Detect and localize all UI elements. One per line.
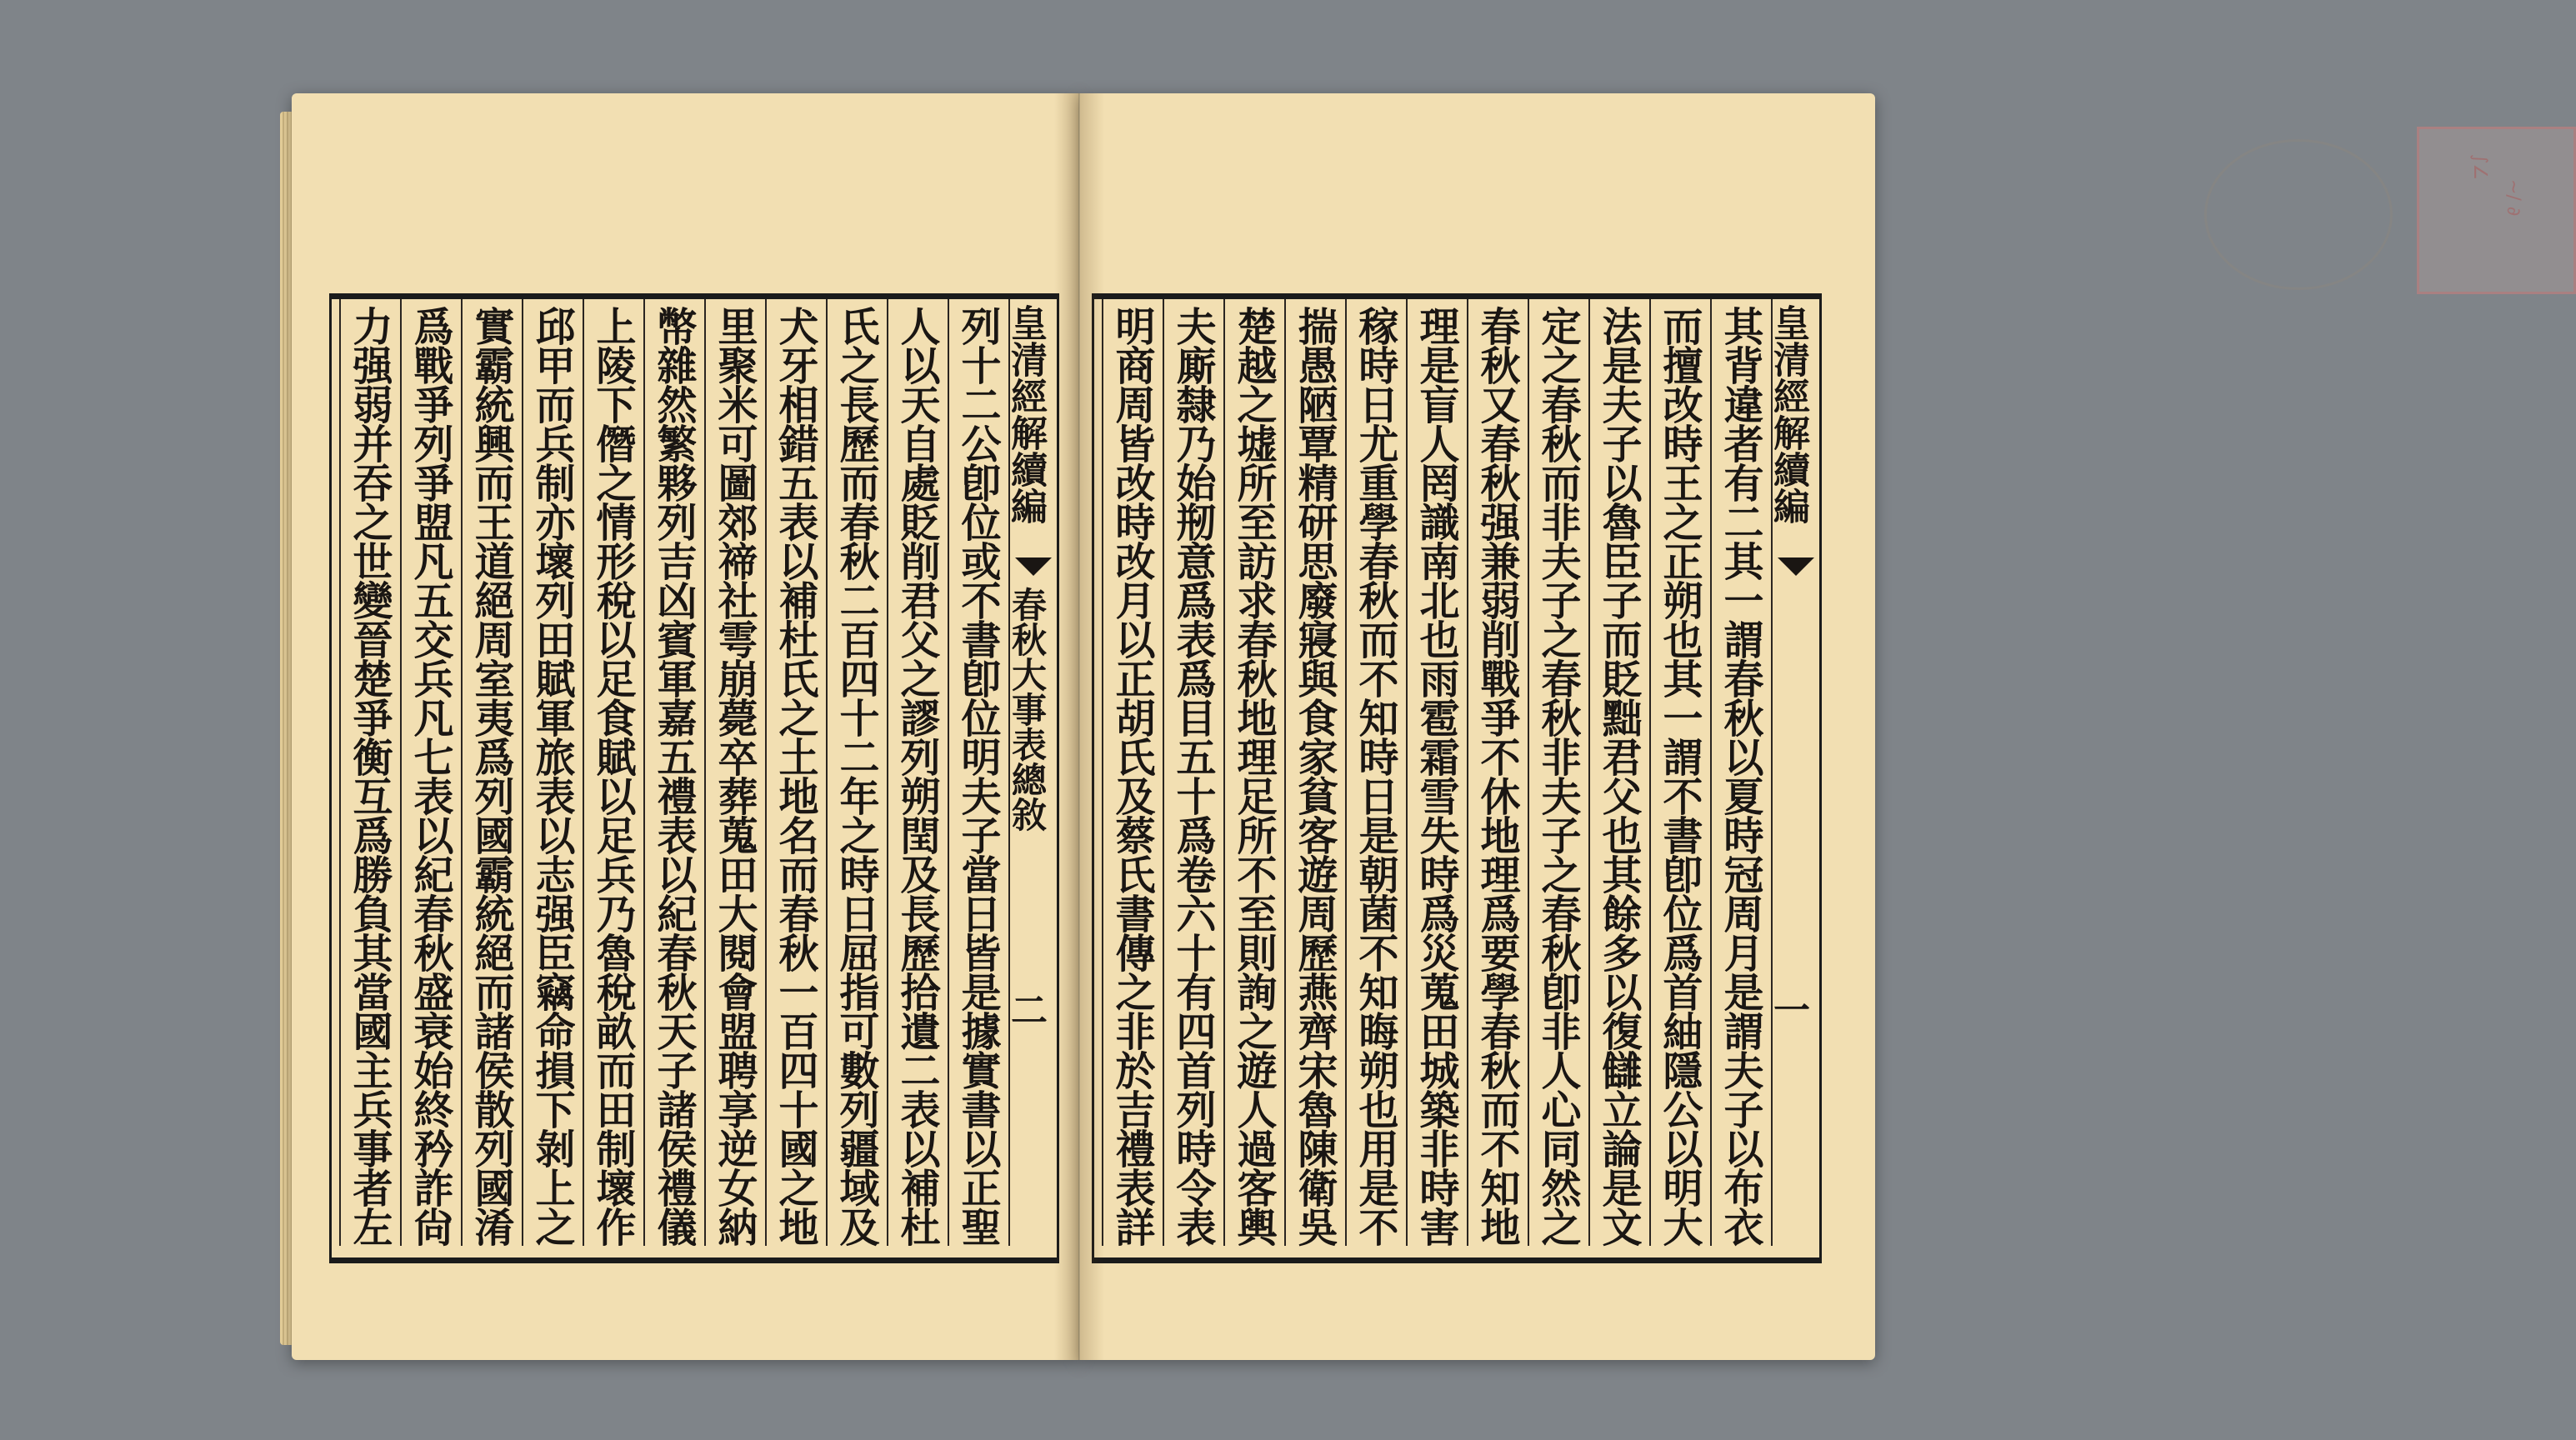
banxin-page-number: 二: [1004, 991, 1047, 1028]
column-rule: [522, 299, 523, 1246]
text-column: 明商周皆改時改月以正胡氏及蔡氏書傳之非於吉禮表詳: [1108, 306, 1155, 1246]
column-rule: [583, 299, 584, 1246]
column-rule: [1588, 299, 1590, 1246]
text-column: 法是夫子以魯臣子而貶黜君父也其餘多以復讎立論是文: [1595, 306, 1642, 1246]
column-rule: [339, 299, 341, 1246]
text-column: 爲戰爭列爭盟凡五交兵凡七表以紀春秋盛衰始終矜詐尙: [407, 306, 453, 1246]
column-rule: [1406, 299, 1408, 1246]
text-column: 實霸統興而王道絕周室夷爲列國霸統絕而諸侯散列國淆: [468, 306, 514, 1246]
left-text-frame: [329, 293, 1059, 1263]
column-rule: [765, 299, 767, 1246]
seal-mark: ∫∠: [2469, 154, 2490, 181]
text-column: 理是盲人罔識南北也雨雹霜雪失時爲災蒐田城築非時害: [1413, 306, 1459, 1246]
seal-mark: ~/ ∂: [2503, 179, 2523, 217]
column-rule: [704, 299, 706, 1246]
column-rule: [1163, 299, 1164, 1246]
column-rule: [1528, 299, 1529, 1246]
text-column: 里聚米可圖郊禘社雩崩薨卒葬蒐田大閱會盟聘享逆女納: [711, 306, 758, 1246]
column-rule: [1649, 299, 1651, 1246]
text-column: 其背違者有二其一謂春秋以夏時冠周月是謂夫子以布衣: [1717, 306, 1763, 1246]
banxin-page-number: 一: [1767, 991, 1809, 1028]
text-column: 幣雜然繁夥列吉凶賓軍嘉五禮表以紀春秋天子諸侯禮儀: [650, 306, 697, 1246]
open-book: [292, 93, 2523, 1360]
banxin-title: 皇清經解續編: [1767, 304, 1809, 524]
fishtail-mark: [1015, 558, 1052, 576]
banxin-title: 皇清經解續編: [1004, 304, 1047, 524]
text-column: 人以天自處貶削君父之謬列朔閏及長歷拾遺二表以補杜: [893, 306, 940, 1246]
column-rule: [1284, 299, 1286, 1246]
column-rule: [1467, 299, 1468, 1246]
text-column: 揣愚陋覃精研思廢寢與食家貧客遊周歷燕齊宋魯陳衛吳: [1291, 306, 1338, 1246]
fishtail-mark: [1778, 558, 1814, 576]
book-gutter: [1054, 93, 1104, 1360]
column-rule: [1345, 299, 1347, 1246]
text-column: 春秋又春秋强兼弱削戰爭不休地理爲要學春秋而不知地: [1473, 306, 1520, 1246]
text-column: 楚越之墟所至訪求春秋地理足所不至則詢之遊人過客輿: [1230, 306, 1277, 1246]
column-rule: [1710, 299, 1712, 1246]
column-rule: [826, 299, 828, 1246]
right-text-frame: [1092, 293, 1822, 1263]
text-column: 力强弱并吞之世變晉楚爭衡互爲勝負其當國主兵事者左: [346, 306, 393, 1246]
text-column: 而擅改時王之正朔也其一謂不書卽位爲首紬隱公以明大: [1656, 306, 1703, 1246]
text-column: 犬牙相錯五表以補杜氏之土地名而春秋一百四十國之地: [772, 306, 818, 1246]
banxin-section: 春秋大事表總敘: [1007, 587, 1048, 832]
text-column: 上陵下僭之情形稅以足食賦以足兵乃魯稅畝而田制壞作: [589, 306, 636, 1246]
text-column: 氏之長歷而春秋二百四十二年之時日屈指可數列疆域及: [833, 306, 879, 1246]
column-rule: [461, 299, 463, 1246]
column-rule: [948, 299, 949, 1246]
right-page: [1079, 93, 2523, 1360]
library-seal: [2417, 127, 2576, 294]
column-rule: [643, 299, 645, 1246]
text-column: 邱甲而兵制亦壞列田賦軍旅表以志强臣竊命損下剝上之: [528, 306, 575, 1246]
text-column: 夫廝隸乃始剏意爲表爲目五十爲卷六十有四首列時令表: [1169, 306, 1216, 1246]
column-rule: [400, 299, 402, 1246]
text-column: 定之春秋而非夫子之春秋非夫子之春秋卽非人心同然之: [1534, 306, 1581, 1246]
text-column: 列十二公卽位或不書卽位明夫子當日皆是據實書以正聖: [954, 306, 1001, 1246]
faint-stamp: [2204, 139, 2393, 290]
column-rule: [1223, 299, 1225, 1246]
column-rule: [887, 299, 888, 1246]
left-page: [292, 93, 1079, 1360]
text-column: 稼時日尤重學春秋而不知時日是朝菌不知晦朔也用是不: [1352, 306, 1398, 1246]
